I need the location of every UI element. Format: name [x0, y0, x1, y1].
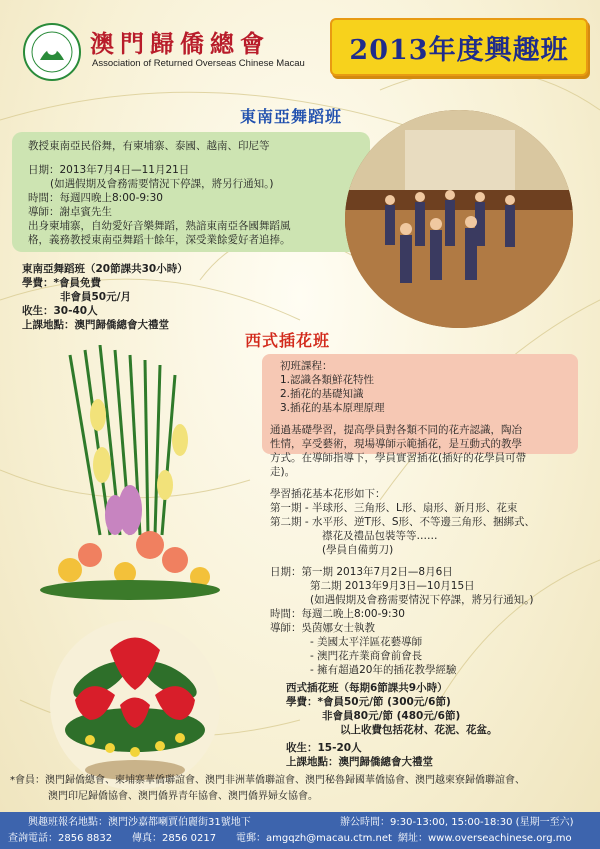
footer-office-hours: 辦公時間：9:30-13:00, 15:00-18:30 (星期一至六): [340, 817, 574, 828]
flower-fee-1: 學費：*會員50元/節 (300元/6節): [286, 696, 451, 708]
flower-basic-item-2: 2.插花的基礎知識: [280, 388, 364, 400]
flower-arrangement-photo-1: [30, 345, 230, 600]
flower-teacher-cred-3: - 擁有超過20年的插花教學經驗: [310, 664, 457, 676]
org-name-english: Association of Returned Overseas Chinese Macau: [92, 58, 305, 69]
flower-desc-4: 走)。: [270, 466, 296, 478]
org-name-chinese: 澳門歸僑總會: [90, 29, 270, 58]
flower-shapes-2: 第二期 - 水平形、逆T形、S形、不等邊三角形、捆綁式、: [270, 516, 536, 528]
association-logo: [22, 22, 82, 82]
flower-basic-item-3: 3.插花的基本原理原理: [280, 402, 385, 414]
flower-date-1: 日期：第一期 2013年7月2日—8月6日: [270, 566, 453, 578]
footer-bar: [0, 812, 600, 849]
footer-phone: 查詢電話：2856 8832: [8, 833, 113, 844]
flower-teacher: 導師：吳茵娜女士執教: [270, 622, 375, 634]
footer-email[interactable]: 電郵：amgqzh@macau.ctm.net: [236, 833, 392, 844]
flower-desc-3: 方式。在導師指導下，學員實習插花(插好的花學員可帶: [270, 452, 527, 464]
flower-desc-1: 通過基礎學習，提高學員對各類不同的花卉認識，陶冶: [270, 424, 522, 436]
dance-date: 日期：2013年7月4日—11月21日: [28, 164, 190, 176]
footer-address: 興趣班報名地點：澳門沙嘉都喇賈伯麗街31號地下: [28, 817, 251, 828]
flower-enrolment: 收生：15-20人: [286, 742, 362, 754]
dance-teacher-bio-2: 格，義務教授東南亞舞蹈十餘年，深受業餘愛好者追捧。: [28, 234, 291, 246]
members-note-line-1: *會員：澳門歸僑總會、柬埔寨華僑聯誼會、澳門非洲華僑聯誼會、澳門秘魯歸國華僑協會、澳門越柬寮歸僑聯誼會、: [10, 775, 525, 786]
dance-class-title: 東南亞舞蹈班: [240, 107, 343, 126]
flower-course: 西式插花班（每期6節課共9小時）: [286, 682, 448, 694]
flower-basic-item-1: 1.認識各類鮮花特性: [280, 374, 375, 386]
flower-date-2: 第二期 2013年9月3日—10月15日: [310, 580, 475, 592]
dance-class-photo: [345, 110, 573, 328]
dance-fee: 學費：*會員免費: [22, 277, 101, 289]
flower-shapes-4: (學員自備剪刀): [322, 544, 394, 556]
flower-shapes-3: 襟花及禮品包裝等等……: [322, 530, 438, 542]
dance-course: 東南亞舞蹈班（20節課共30小時）: [22, 263, 188, 275]
dance-enrolment: 收生：30-40人: [22, 305, 98, 317]
dance-time: 時間：每週四晚上8:00-9:30: [28, 192, 163, 204]
members-note-line-2: 澳門印尼歸僑協會、澳門僑界青年協會、澳門僑界婦女協會。: [48, 791, 318, 802]
dance-teacher-bio-1: 出身柬埔寨，自幼愛好音樂舞蹈，熟諳東南亞各國舞蹈風: [28, 220, 291, 232]
flower-date-note: (如遇假期及會務需要情況下停課，將另行通知。): [310, 594, 534, 606]
flower-teacher-cred-2: - 澳門花卉業商會前會長: [310, 650, 423, 662]
dance-venue: 上課地點：澳門歸僑總會大禮堂: [22, 319, 169, 331]
page-title-box: [330, 18, 588, 76]
flower-shapes-1: 第一期 - 半球形、三角形、L形、扇形、新月形、花束: [270, 502, 518, 514]
page-title: 2013年度興趣班: [349, 34, 569, 66]
flower-time: 時間：每週二晚上8:00-9:30: [270, 608, 405, 620]
dance-intro: 教授東南亞民俗舞，有柬埔寨、泰國、越南、印尼等: [28, 140, 270, 152]
flower-basic-heading: 初班課程：: [280, 360, 333, 372]
footer-website[interactable]: 網址：www.overseachinese.org.mo: [398, 833, 572, 844]
footer-fax: 傳真：2856 0217: [132, 833, 217, 844]
flower-venue: 上課地點：澳門歸僑總會大禮堂: [286, 756, 433, 768]
flower-class-title: 西式插花班: [245, 331, 331, 350]
flower-teacher-cred-1: - 美國太平洋區花藝導師: [310, 636, 423, 648]
dance-fee-nonmember: 非會員50元/月: [60, 291, 131, 303]
dance-teacher: 導師：謝卓賓先生: [28, 206, 112, 218]
flower-arrangement-photo-2: [50, 620, 220, 790]
flower-fee-3: 以上收費包括花材、花泥、花盆。: [340, 724, 498, 736]
flower-fee-2: 非會員80元/節 (480元/6節): [322, 710, 461, 722]
dance-date-note: (如遇假期及會務需要情況下停課，將另行通知。): [50, 178, 274, 190]
flower-shapes-heading: 學習插花基本花形如下：: [270, 488, 386, 500]
flower-desc-2: 性情，享受藝術，現場導師示範插花，是互動式的教學: [270, 438, 522, 450]
